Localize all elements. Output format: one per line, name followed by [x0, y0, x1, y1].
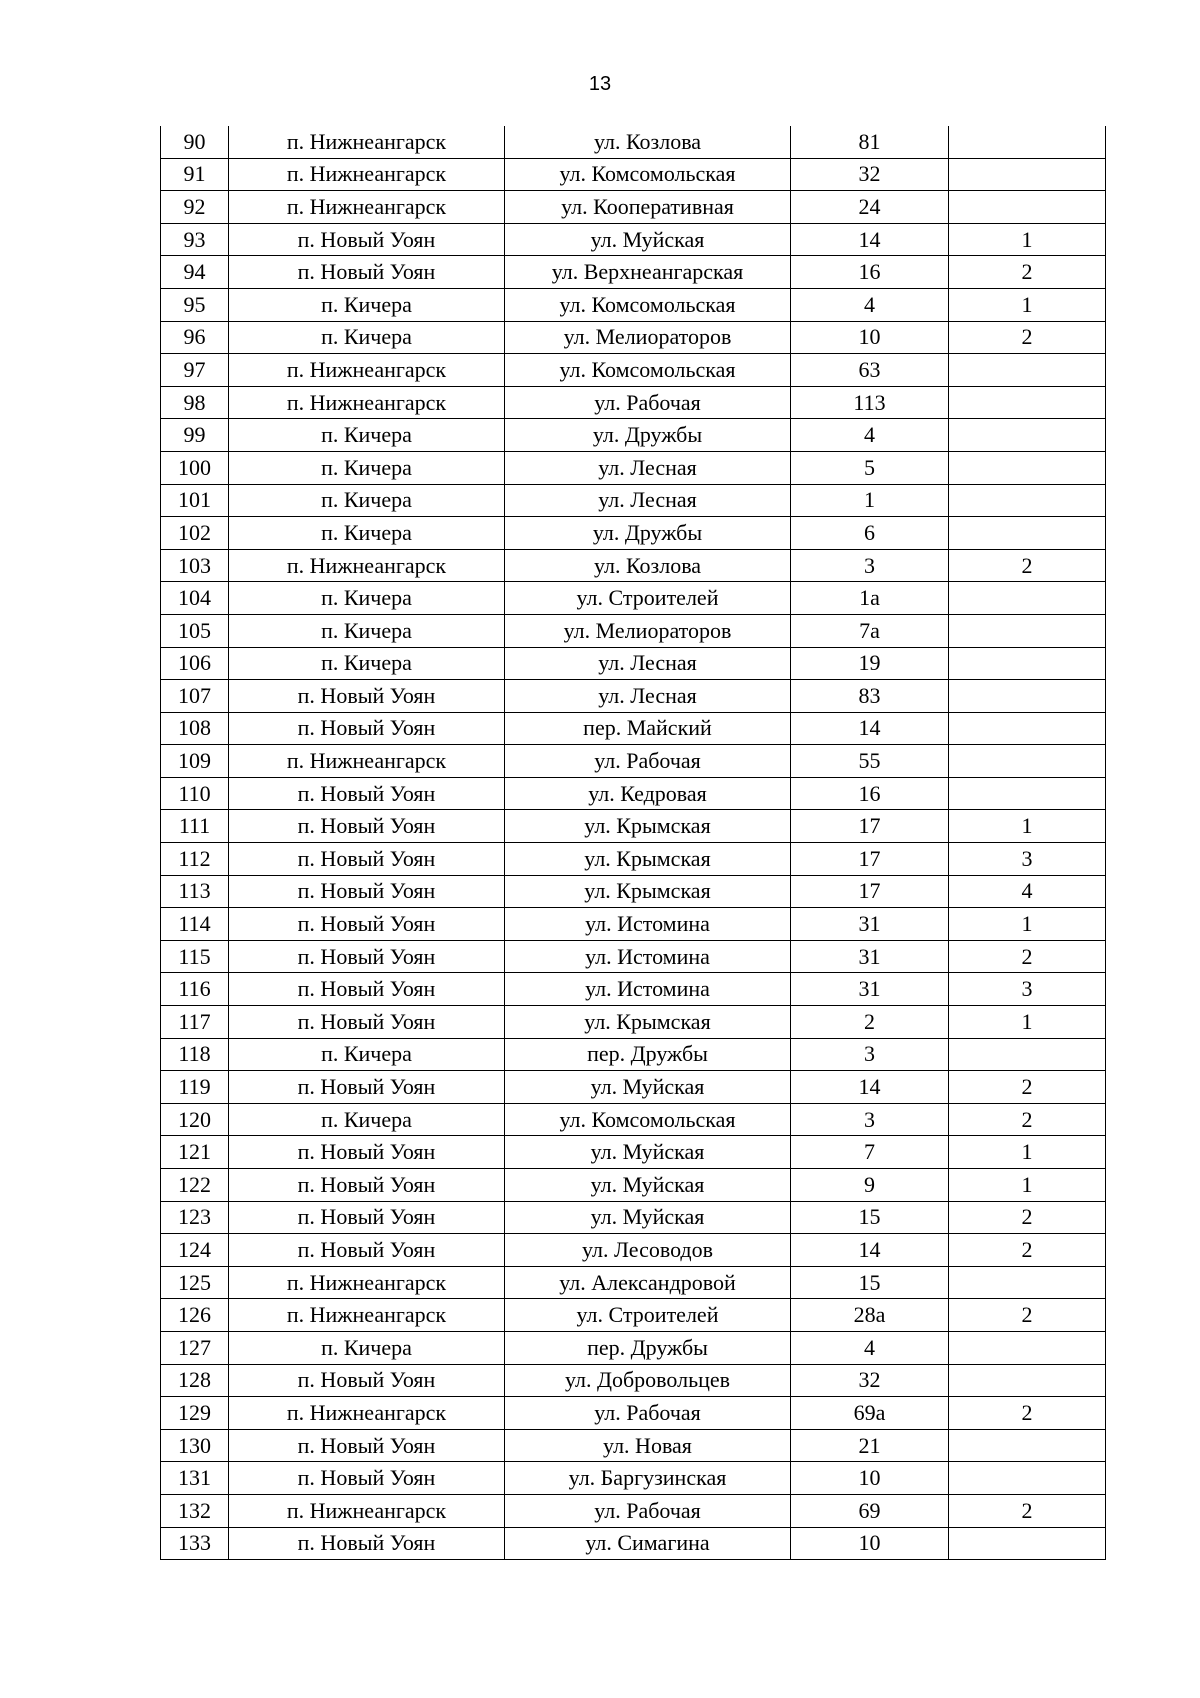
- apartment-cell: [949, 745, 1106, 778]
- row-number-cell: 120: [161, 1103, 229, 1136]
- table-row: [161, 419, 1106, 452]
- table-row: [161, 940, 1106, 973]
- row-number-cell: 107: [161, 680, 229, 713]
- row-number-cell: 96: [161, 321, 229, 354]
- house-number-cell: 7а: [791, 614, 949, 647]
- table-row: [161, 680, 1106, 713]
- street-cell: ул. Муйская: [505, 1071, 791, 1104]
- table-row: [161, 386, 1106, 419]
- settlement-cell: п. Новый Уоян: [229, 712, 505, 745]
- table-row: [161, 712, 1106, 745]
- address-table: [160, 126, 1106, 1560]
- house-number-cell: 1а: [791, 582, 949, 615]
- table-row: [161, 1136, 1106, 1169]
- apartment-cell: 2: [949, 1071, 1106, 1104]
- settlement-cell: п. Кичера: [229, 484, 505, 517]
- row-number-cell: 117: [161, 1006, 229, 1039]
- apartment-cell: [949, 1462, 1106, 1495]
- table-row: [161, 1397, 1106, 1430]
- address-table-body: [161, 126, 1106, 1560]
- street-cell: ул. Лесная: [505, 484, 791, 517]
- street-cell: ул. Истомина: [505, 940, 791, 973]
- house-number-cell: 55: [791, 745, 949, 778]
- row-number-cell: 102: [161, 517, 229, 550]
- table-row: [161, 614, 1106, 647]
- table-row: [161, 354, 1106, 387]
- apartment-cell: 1: [949, 1169, 1106, 1202]
- row-number-cell: 123: [161, 1201, 229, 1234]
- apartment-cell: [949, 777, 1106, 810]
- row-number-cell: 131: [161, 1462, 229, 1495]
- street-cell: ул. Комсомольская: [505, 1103, 791, 1136]
- street-cell: ул. Лесная: [505, 680, 791, 713]
- row-number-cell: 122: [161, 1169, 229, 1202]
- street-cell: ул. Дружбы: [505, 517, 791, 550]
- table-row: [161, 1234, 1106, 1267]
- row-number-cell: 116: [161, 973, 229, 1006]
- street-cell: ул. Крымская: [505, 875, 791, 908]
- apartment-cell: 2: [949, 1103, 1106, 1136]
- street-cell: ул. Мелиораторов: [505, 614, 791, 647]
- row-number-cell: 112: [161, 843, 229, 876]
- table-row: [161, 908, 1106, 941]
- settlement-cell: п. Новый Уоян: [229, 1234, 505, 1267]
- apartment-cell: 2: [949, 1494, 1106, 1527]
- apartment-cell: [949, 614, 1106, 647]
- settlement-cell: п. Новый Уоян: [229, 843, 505, 876]
- settlement-cell: п. Новый Уоян: [229, 1006, 505, 1039]
- settlement-cell: п. Нижнеангарск: [229, 126, 505, 158]
- settlement-cell: п. Кичера: [229, 1103, 505, 1136]
- table-row: [161, 745, 1106, 778]
- house-number-cell: 1: [791, 484, 949, 517]
- table-row: [161, 256, 1106, 289]
- settlement-cell: п. Кичера: [229, 1038, 505, 1071]
- house-number-cell: 10: [791, 1527, 949, 1560]
- row-number-cell: 94: [161, 256, 229, 289]
- house-number-cell: 7: [791, 1136, 949, 1169]
- street-cell: ул. Козлова: [505, 549, 791, 582]
- street-cell: ул. Добровольцев: [505, 1364, 791, 1397]
- apartment-cell: [949, 1038, 1106, 1071]
- street-cell: ул. Муйская: [505, 1169, 791, 1202]
- apartment-cell: 3: [949, 973, 1106, 1006]
- house-number-cell: 69: [791, 1494, 949, 1527]
- street-cell: ул. Лесная: [505, 451, 791, 484]
- apartment-cell: 1: [949, 223, 1106, 256]
- house-number-cell: 83: [791, 680, 949, 713]
- settlement-cell: п. Нижнеангарск: [229, 191, 505, 224]
- row-number-cell: 126: [161, 1299, 229, 1332]
- settlement-cell: п. Новый Уоян: [229, 940, 505, 973]
- apartment-cell: [949, 191, 1106, 224]
- house-number-cell: 4: [791, 288, 949, 321]
- row-number-cell: 101: [161, 484, 229, 517]
- row-number-cell: 100: [161, 451, 229, 484]
- apartment-cell: [949, 1331, 1106, 1364]
- table-row: [161, 1494, 1106, 1527]
- table-row: [161, 191, 1106, 224]
- street-cell: ул. Козлова: [505, 126, 791, 158]
- table-row: [161, 223, 1106, 256]
- street-cell: ул. Крымская: [505, 843, 791, 876]
- street-cell: ул. Комсомольская: [505, 354, 791, 387]
- apartment-cell: [949, 517, 1106, 550]
- table-row: [161, 158, 1106, 191]
- settlement-cell: п. Кичера: [229, 517, 505, 550]
- row-number-cell: 108: [161, 712, 229, 745]
- table-row: [161, 1331, 1106, 1364]
- row-number-cell: 104: [161, 582, 229, 615]
- row-number-cell: 114: [161, 908, 229, 941]
- row-number-cell: 97: [161, 354, 229, 387]
- street-cell: ул. Муйская: [505, 223, 791, 256]
- house-number-cell: 5: [791, 451, 949, 484]
- house-number-cell: 28а: [791, 1299, 949, 1332]
- street-cell: пер. Майский: [505, 712, 791, 745]
- street-cell: ул. Истомина: [505, 973, 791, 1006]
- street-cell: пер. Дружбы: [505, 1038, 791, 1071]
- table-row: [161, 1071, 1106, 1104]
- street-cell: ул. Муйская: [505, 1136, 791, 1169]
- table-row: [161, 582, 1106, 615]
- settlement-cell: п. Новый Уоян: [229, 680, 505, 713]
- house-number-cell: 4: [791, 419, 949, 452]
- street-cell: ул. Муйская: [505, 1201, 791, 1234]
- row-number-cell: 119: [161, 1071, 229, 1104]
- row-number-cell: 125: [161, 1266, 229, 1299]
- house-number-cell: 3: [791, 549, 949, 582]
- apartment-cell: 1: [949, 288, 1106, 321]
- table-row: [161, 549, 1106, 582]
- house-number-cell: 17: [791, 875, 949, 908]
- row-number-cell: 103: [161, 549, 229, 582]
- settlement-cell: п. Кичера: [229, 582, 505, 615]
- apartment-cell: [949, 158, 1106, 191]
- table-row: [161, 843, 1106, 876]
- table-row: [161, 1169, 1106, 1202]
- house-number-cell: 10: [791, 321, 949, 354]
- house-number-cell: 16: [791, 777, 949, 810]
- table-row: [161, 126, 1106, 158]
- table-row: [161, 288, 1106, 321]
- apartment-cell: [949, 1364, 1106, 1397]
- street-cell: ул. Новая: [505, 1429, 791, 1462]
- apartment-cell: 1: [949, 810, 1106, 843]
- apartment-cell: 1: [949, 1006, 1106, 1039]
- street-cell: ул. Баргузинская: [505, 1462, 791, 1495]
- settlement-cell: п. Новый Уоян: [229, 1527, 505, 1560]
- street-cell: ул. Рабочая: [505, 1397, 791, 1430]
- settlement-cell: п. Нижнеангарск: [229, 1494, 505, 1527]
- apartment-cell: 4: [949, 875, 1106, 908]
- row-number-cell: 121: [161, 1136, 229, 1169]
- table-row: [161, 1006, 1106, 1039]
- settlement-cell: п. Новый Уоян: [229, 908, 505, 941]
- street-cell: ул. Рабочая: [505, 745, 791, 778]
- apartment-cell: 2: [949, 1299, 1106, 1332]
- row-number-cell: 111: [161, 810, 229, 843]
- row-number-cell: 98: [161, 386, 229, 419]
- settlement-cell: п. Нижнеангарск: [229, 1397, 505, 1430]
- row-number-cell: 93: [161, 223, 229, 256]
- settlement-cell: п. Нижнеангарск: [229, 549, 505, 582]
- house-number-cell: 14: [791, 223, 949, 256]
- apartment-cell: 2: [949, 549, 1106, 582]
- table-row: [161, 647, 1106, 680]
- apartment-cell: 1: [949, 1136, 1106, 1169]
- row-number-cell: 109: [161, 745, 229, 778]
- settlement-cell: п. Новый Уоян: [229, 1169, 505, 1202]
- street-cell: ул. Лесная: [505, 647, 791, 680]
- table-row: [161, 321, 1106, 354]
- street-cell: ул. Строителей: [505, 1299, 791, 1332]
- settlement-cell: п. Кичера: [229, 419, 505, 452]
- house-number-cell: 9: [791, 1169, 949, 1202]
- row-number-cell: 113: [161, 875, 229, 908]
- apartment-cell: 2: [949, 321, 1106, 354]
- settlement-cell: п. Новый Уоян: [229, 777, 505, 810]
- settlement-cell: п. Кичера: [229, 1331, 505, 1364]
- table-row: [161, 484, 1106, 517]
- row-number-cell: 124: [161, 1234, 229, 1267]
- house-number-cell: 19: [791, 647, 949, 680]
- table-row: [161, 1266, 1106, 1299]
- house-number-cell: 10: [791, 1462, 949, 1495]
- street-cell: ул. Крымская: [505, 1006, 791, 1039]
- apartment-cell: 2: [949, 256, 1106, 289]
- house-number-cell: 32: [791, 158, 949, 191]
- street-cell: ул. Верхнеангарская: [505, 256, 791, 289]
- table-row: [161, 875, 1106, 908]
- street-cell: ул. Дружбы: [505, 419, 791, 452]
- row-number-cell: 133: [161, 1527, 229, 1560]
- table-row: [161, 1299, 1106, 1332]
- settlement-cell: п. Кичера: [229, 288, 505, 321]
- settlement-cell: п. Нижнеангарск: [229, 1299, 505, 1332]
- house-number-cell: 2: [791, 1006, 949, 1039]
- table-row: [161, 1429, 1106, 1462]
- apartment-cell: [949, 680, 1106, 713]
- apartment-cell: [949, 1429, 1106, 1462]
- settlement-cell: п. Новый Уоян: [229, 1071, 505, 1104]
- row-number-cell: 130: [161, 1429, 229, 1462]
- settlement-cell: п. Кичера: [229, 647, 505, 680]
- settlement-cell: п. Кичера: [229, 321, 505, 354]
- table-row: [161, 1527, 1106, 1560]
- apartment-cell: [949, 451, 1106, 484]
- street-cell: ул. Александровой: [505, 1266, 791, 1299]
- street-cell: ул. Комсомольская: [505, 158, 791, 191]
- settlement-cell: п. Новый Уоян: [229, 223, 505, 256]
- settlement-cell: п. Новый Уоян: [229, 1429, 505, 1462]
- house-number-cell: 15: [791, 1201, 949, 1234]
- house-number-cell: 14: [791, 712, 949, 745]
- apartment-cell: 2: [949, 1201, 1106, 1234]
- apartment-cell: [949, 484, 1106, 517]
- settlement-cell: п. Новый Уоян: [229, 875, 505, 908]
- row-number-cell: 106: [161, 647, 229, 680]
- settlement-cell: п. Нижнеангарск: [229, 1266, 505, 1299]
- settlement-cell: п. Нижнеангарск: [229, 354, 505, 387]
- table-row: [161, 1364, 1106, 1397]
- street-cell: пер. Дружбы: [505, 1331, 791, 1364]
- row-number-cell: 115: [161, 940, 229, 973]
- row-number-cell: 99: [161, 419, 229, 452]
- row-number-cell: 128: [161, 1364, 229, 1397]
- row-number-cell: 110: [161, 777, 229, 810]
- apartment-cell: [949, 1266, 1106, 1299]
- apartment-cell: 1: [949, 908, 1106, 941]
- apartment-cell: 2: [949, 940, 1106, 973]
- settlement-cell: п. Кичера: [229, 451, 505, 484]
- settlement-cell: п. Новый Уоян: [229, 973, 505, 1006]
- apartment-cell: [949, 1527, 1106, 1560]
- house-number-cell: 24: [791, 191, 949, 224]
- street-cell: ул. Строителей: [505, 582, 791, 615]
- row-number-cell: 129: [161, 1397, 229, 1430]
- settlement-cell: п. Новый Уоян: [229, 810, 505, 843]
- house-number-cell: 16: [791, 256, 949, 289]
- house-number-cell: 81: [791, 126, 949, 158]
- row-number-cell: 127: [161, 1331, 229, 1364]
- settlement-cell: п. Новый Уоян: [229, 1201, 505, 1234]
- table-row: [161, 1038, 1106, 1071]
- table-row: [161, 1103, 1106, 1136]
- apartment-cell: [949, 419, 1106, 452]
- house-number-cell: 31: [791, 908, 949, 941]
- apartment-cell: [949, 712, 1106, 745]
- house-number-cell: 6: [791, 517, 949, 550]
- row-number-cell: 92: [161, 191, 229, 224]
- table-row: [161, 1201, 1106, 1234]
- table-row: [161, 810, 1106, 843]
- house-number-cell: 14: [791, 1071, 949, 1104]
- settlement-cell: п. Кичера: [229, 614, 505, 647]
- row-number-cell: 132: [161, 1494, 229, 1527]
- settlement-cell: п. Нижнеангарск: [229, 386, 505, 419]
- apartment-cell: [949, 354, 1106, 387]
- settlement-cell: п. Новый Уоян: [229, 1364, 505, 1397]
- page-number: 13: [588, 73, 612, 95]
- row-number-cell: 118: [161, 1038, 229, 1071]
- row-number-cell: 95: [161, 288, 229, 321]
- table-row: [161, 451, 1106, 484]
- row-number-cell: 91: [161, 158, 229, 191]
- street-cell: ул. Рабочая: [505, 386, 791, 419]
- apartment-cell: 2: [949, 1397, 1106, 1430]
- house-number-cell: 113: [791, 386, 949, 419]
- street-cell: ул. Кедровая: [505, 777, 791, 810]
- apartment-cell: 2: [949, 1234, 1106, 1267]
- settlement-cell: п. Новый Уоян: [229, 256, 505, 289]
- house-number-cell: 3: [791, 1038, 949, 1071]
- street-cell: ул. Рабочая: [505, 1494, 791, 1527]
- house-number-cell: 31: [791, 940, 949, 973]
- house-number-cell: 14: [791, 1234, 949, 1267]
- table-row: [161, 1462, 1106, 1495]
- house-number-cell: 15: [791, 1266, 949, 1299]
- house-number-cell: 69а: [791, 1397, 949, 1430]
- street-cell: ул. Мелиораторов: [505, 321, 791, 354]
- apartment-cell: [949, 126, 1106, 158]
- settlement-cell: п. Нижнеангарск: [229, 745, 505, 778]
- street-cell: ул. Лесоводов: [505, 1234, 791, 1267]
- street-cell: ул. Крымская: [505, 810, 791, 843]
- settlement-cell: п. Новый Уоян: [229, 1462, 505, 1495]
- table-row: [161, 777, 1106, 810]
- settlement-cell: п. Новый Уоян: [229, 1136, 505, 1169]
- row-number-cell: 105: [161, 614, 229, 647]
- house-number-cell: 4: [791, 1331, 949, 1364]
- apartment-cell: [949, 647, 1106, 680]
- settlement-cell: п. Нижнеангарск: [229, 158, 505, 191]
- table-row: [161, 973, 1106, 1006]
- house-number-cell: 63: [791, 354, 949, 387]
- house-number-cell: 31: [791, 973, 949, 1006]
- house-number-cell: 17: [791, 810, 949, 843]
- street-cell: ул. Симагина: [505, 1527, 791, 1560]
- street-cell: ул. Комсомольская: [505, 288, 791, 321]
- house-number-cell: 21: [791, 1429, 949, 1462]
- apartment-cell: [949, 386, 1106, 419]
- street-cell: ул. Кооперативная: [505, 191, 791, 224]
- house-number-cell: 17: [791, 843, 949, 876]
- table-row: [161, 517, 1106, 550]
- row-number-cell: 90: [161, 126, 229, 158]
- house-number-cell: 3: [791, 1103, 949, 1136]
- apartment-cell: [949, 582, 1106, 615]
- apartment-cell: 3: [949, 843, 1106, 876]
- house-number-cell: 32: [791, 1364, 949, 1397]
- street-cell: ул. Истомина: [505, 908, 791, 941]
